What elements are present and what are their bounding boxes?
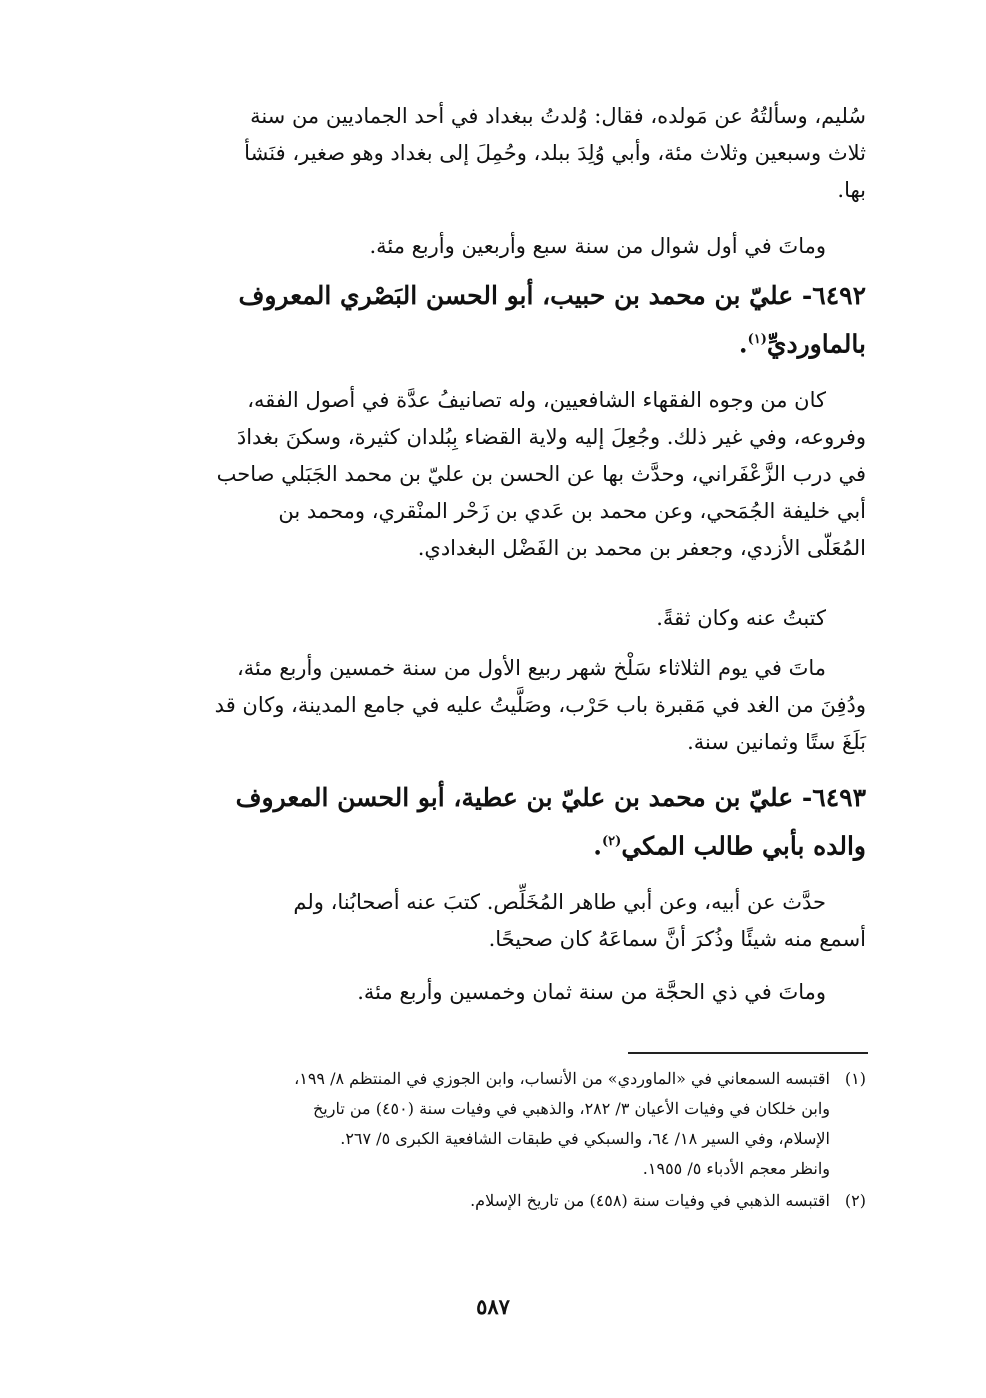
continuation-paragraph xyxy=(160,98,866,209)
text-line: وماتَ في أول شوال من سنة سبع وأربعين وأربع مئة. xyxy=(369,234,826,258)
heading-end: . xyxy=(593,831,603,861)
text-line: ودُفِنَ من الغد في مَقبرة باب حَرْب، وصَلَّيتُ عليه في جامع المدينة، وكان قد xyxy=(214,693,866,717)
entry-heading-6493 xyxy=(160,776,866,868)
heading-line: ٦٤٩٣- عليّ بن محمد بن عليّ بن عطية، أبو الحسن المعروف xyxy=(235,783,866,812)
footnote-body xyxy=(160,1186,830,1216)
text-line: بها. xyxy=(837,178,866,202)
footnote-line: اقتبسه الذهبي في وفيات سنة (٤٥٨) من تاريخ الإسلام. xyxy=(470,1191,830,1210)
footnote-separator xyxy=(628,1052,868,1054)
text-line: ماتَ في يوم الثلاثاء سَلْخ شهر ربيع الأول من سنة خمسين وأربع مئة، xyxy=(236,656,826,680)
text-line: أسمع منه شيئًا وذُكرَ أنَّ سماعَهُ كان صحيحًا. xyxy=(488,927,866,951)
footnote-ref[interactable]: (١) xyxy=(747,332,767,347)
heading-line xyxy=(160,820,866,868)
text-line: سُليم، وسألتُهُ عن مَولده، فقال: وُلدتُ ببغداد في أحد الجماديين من سنة xyxy=(250,104,866,128)
footnote-2 xyxy=(160,1186,866,1216)
text-line: كان من وجوه الفقهاء الشافعيين، وله تصانيفُ عدَّة في أصول الفقه، xyxy=(247,388,826,412)
footnote-body xyxy=(160,1064,830,1184)
text-line: المُعَلّى الأزدي، وجعفر بن محمد بن الفَضْل البغدادي. xyxy=(417,536,866,560)
text-line: بَلَغَ ستًا وثمانين سنة. xyxy=(687,730,866,754)
entry-heading-6492 xyxy=(160,274,866,366)
footnote-line: الإسلام، وفي السير ١٨/ ٦٤، والسبكي في طبقات الشافعية الكبرى ٥/ ٢٦٧. xyxy=(340,1129,830,1148)
entry-6492-trust xyxy=(160,600,866,637)
footnote-line: وانظر معجم الأدباء ٥/ ١٩٥٥. xyxy=(642,1159,830,1178)
entry-6493-paragraph xyxy=(160,884,866,958)
footnote-line: اقتبسه السمعاني في «الماوردي» من الأنساب، وابن الجوزي في المنتظم ٨/ ١٩٩، xyxy=(294,1069,830,1088)
footnote-ref[interactable]: (٢) xyxy=(602,834,622,849)
heading-end: . xyxy=(738,329,748,359)
page-number: ٥٨٧ xyxy=(476,1294,510,1319)
text-line: وفروعه، وفي غير ذلك. وجُعِلَ إليه ولاية القضاء بِبُلدان كثيرة، وسكنَ بغدادَ xyxy=(236,425,866,449)
text-line: أبي خليفة الجُمَحي، وعن محمد بن عَدي بن زَحْر المنْقري، ومحمد بن xyxy=(278,499,866,523)
heading-line: ٦٤٩٢- عليّ بن محمد بن حبيب، أبو الحسن البَصْري المعروف xyxy=(238,281,866,310)
text-line: حدَّث عن أبيه، وعن أبي طاهر المُخَلِّص. كتبَ عنه أصحابُنا، ولم xyxy=(293,890,826,914)
footnote-number: (٢) xyxy=(844,1191,866,1210)
entry-6492-paragraph xyxy=(160,382,866,567)
text-line: ثلاث وسبعين وثلاث مئة، وأبي وُلِدَ ببلد، وحُمِلَ إلى بغداد وهو صغير، فنَشأ xyxy=(244,141,866,165)
footnotes xyxy=(160,1064,866,1218)
entry-6492-death xyxy=(160,650,866,761)
footnote-1 xyxy=(160,1064,866,1184)
death-paragraph xyxy=(160,228,866,265)
heading-text: والده بأبي طالب المكي xyxy=(621,831,866,861)
footnote-line: وابن خلكان في وفيات الأعيان ٣/ ٢٨٢، والذهبي في وفيات سنة (٤٥٠) من تاريخ xyxy=(312,1099,830,1118)
footnote-number: (١) xyxy=(844,1069,866,1088)
text-line: في درب الزَّعْفَراني، وحدَّث بها عن الحسن بن عليّ بن محمد الجَبَلي صاحب xyxy=(216,462,866,486)
heading-text: بالماورديِّ xyxy=(766,329,866,359)
text-line: وماتَ في ذي الحجَّة من سنة ثمان وخمسين وأربع مئة. xyxy=(357,980,826,1004)
entry-6493-death xyxy=(160,974,866,1011)
text-line: كتبتُ عنه وكان ثقةً. xyxy=(656,606,826,630)
heading-line xyxy=(160,318,866,366)
